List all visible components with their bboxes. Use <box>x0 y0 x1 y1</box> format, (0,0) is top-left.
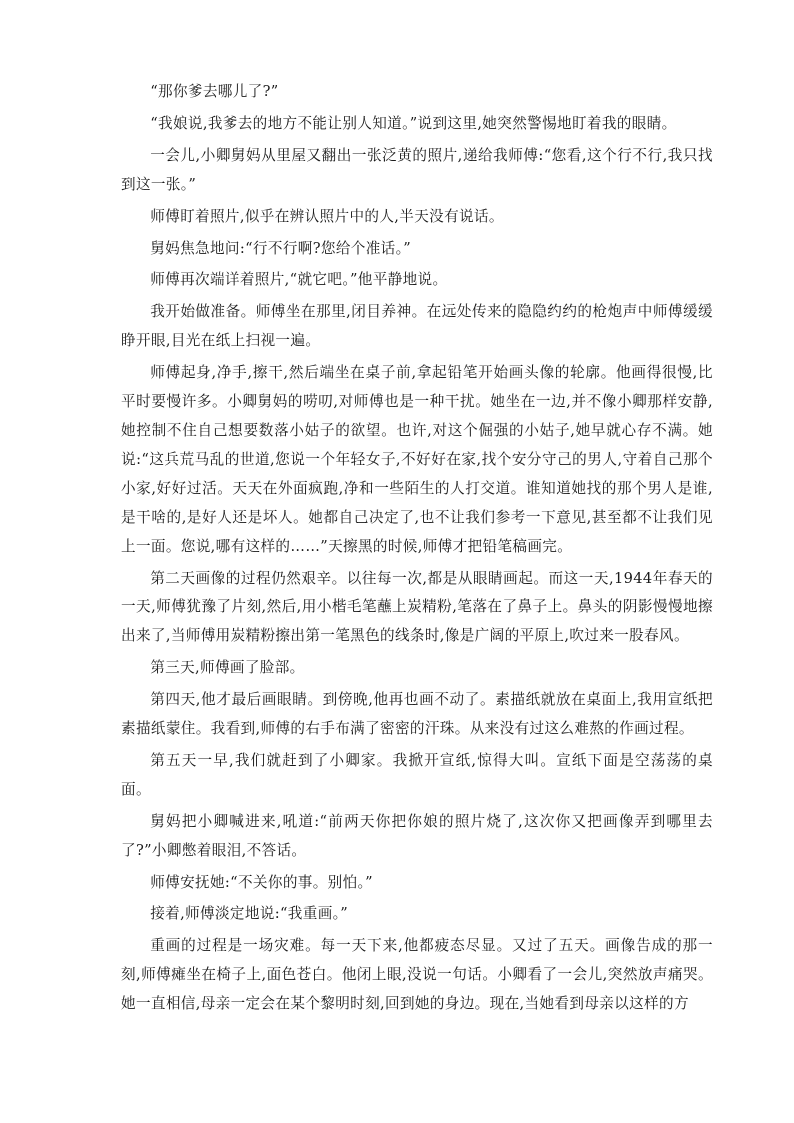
paragraph: 第二天画像的过程仍然艰辛。以往每一次,都是从眼睛画起。而这一天,1944年春天的一天,师傅犹豫了片刻,然后,用小楷毛笔蘸上炭精粉,笔落在了鼻子上。鼻头的阴影慢慢地擦出来了,当师傅用炭精粉擦出第一笔黑色的线条时,像是广阔的平原上,吹过来一股春风。 <box>121 569 713 645</box>
paragraph: 我开始做准备。师傅坐在那里,闭目养神。在远处传来的隐隐约约的枪炮声中师傅缓缓睁开眼,目光在纸上扫视一遍。 <box>121 303 713 350</box>
paragraph: 第五天一早,我们就赶到了小卿家。我掀开宣纸,惊得大叫。宣纸下面是空荡荡的桌面。 <box>121 751 713 798</box>
paragraph: 师傅起身,净手,擦干,然后端坐在桌子前,拿起铅笔开始画头像的轮廓。他画得很慢,比平时要慢许多。小卿舅妈的唠叨,对师傅也是一种干扰。她坐在一边,并不像小卿那样安静,她控制不住自己想要数落小姑子的欲望。也许,对这个倔强的小姑子,她早就心存不满。她说:“这兵荒马乱的世道,您说一个年轻女子,不好好在家,找个安分守己的男人,守着自己那个小家,好好过活。天天在外面疯跑,净和一些陌生的人打交道。谁知道她找的那个男人是谁,是干啥的,是好人还是坏人。她都自己决定了,也不让我们参考一下意见,甚至都不让我们见上一面。您说,哪有这样的……”天擦黑的时候,师傅才把铅笔稿画完。 <box>121 364 713 555</box>
paragraph: 接着,师傅淡定地说:“我重画。” <box>150 905 349 923</box>
paragraph: 一会儿,小卿舅妈从里屋又翻出一张泛黄的照片,递给我师傅:“您看,这个行不行,我只找到这一张。” <box>121 146 713 193</box>
paragraph: “我娘说,我爹去的地方不能让别人知道。”说到这里,她突然警惕地盯着我的眼睛。 <box>150 114 677 132</box>
paragraph: “那你爹去哪儿了?” <box>150 83 279 100</box>
paragraph: 师傅安抚她:“不关你的事。别怕。” <box>150 873 373 891</box>
paragraph: 舅妈把小卿喊进来,吼道:“前两天你把你娘的照片烧了,这次你又把画像弄到哪里去了?”小卿憋着眼泪,不答话。 <box>121 812 713 859</box>
paragraph: 第四天,他才最后画眼睛。到傍晚,他再也画不动了。素描纸就放在桌面上,我用宣纸把素描纸蒙住。我看到,师傅的右手布满了密密的汗珠。从来没有过这么难熬的作画过程。 <box>121 691 713 738</box>
paragraph: 舅妈焦急地问:“行不行啊?您给个准话。” <box>150 239 412 257</box>
paragraph: 师傅再次端详着照片,“就它吧。”他平静地说。 <box>150 271 448 289</box>
paragraph: 重画的过程是一场灾难。每一天下来,他都疲态尽显。又过了五天。画像告成的那一刻,师傅瘫坐在椅子上,面色苍白。他闭上眼,没说一句话。小卿看了一会儿,突然放声痛哭。她一直相信,母亲一定会在某个黎明时刻,回到她的身边。现在,当她看到母亲以这样的方 <box>121 937 713 1013</box>
paragraph: 第三天,师傅画了脸部。 <box>150 659 305 677</box>
story-text <box>121 78 713 1022</box>
paragraph: 师傅盯着照片,似乎在辨认照片中的人,半天没有说话。 <box>150 207 504 225</box>
